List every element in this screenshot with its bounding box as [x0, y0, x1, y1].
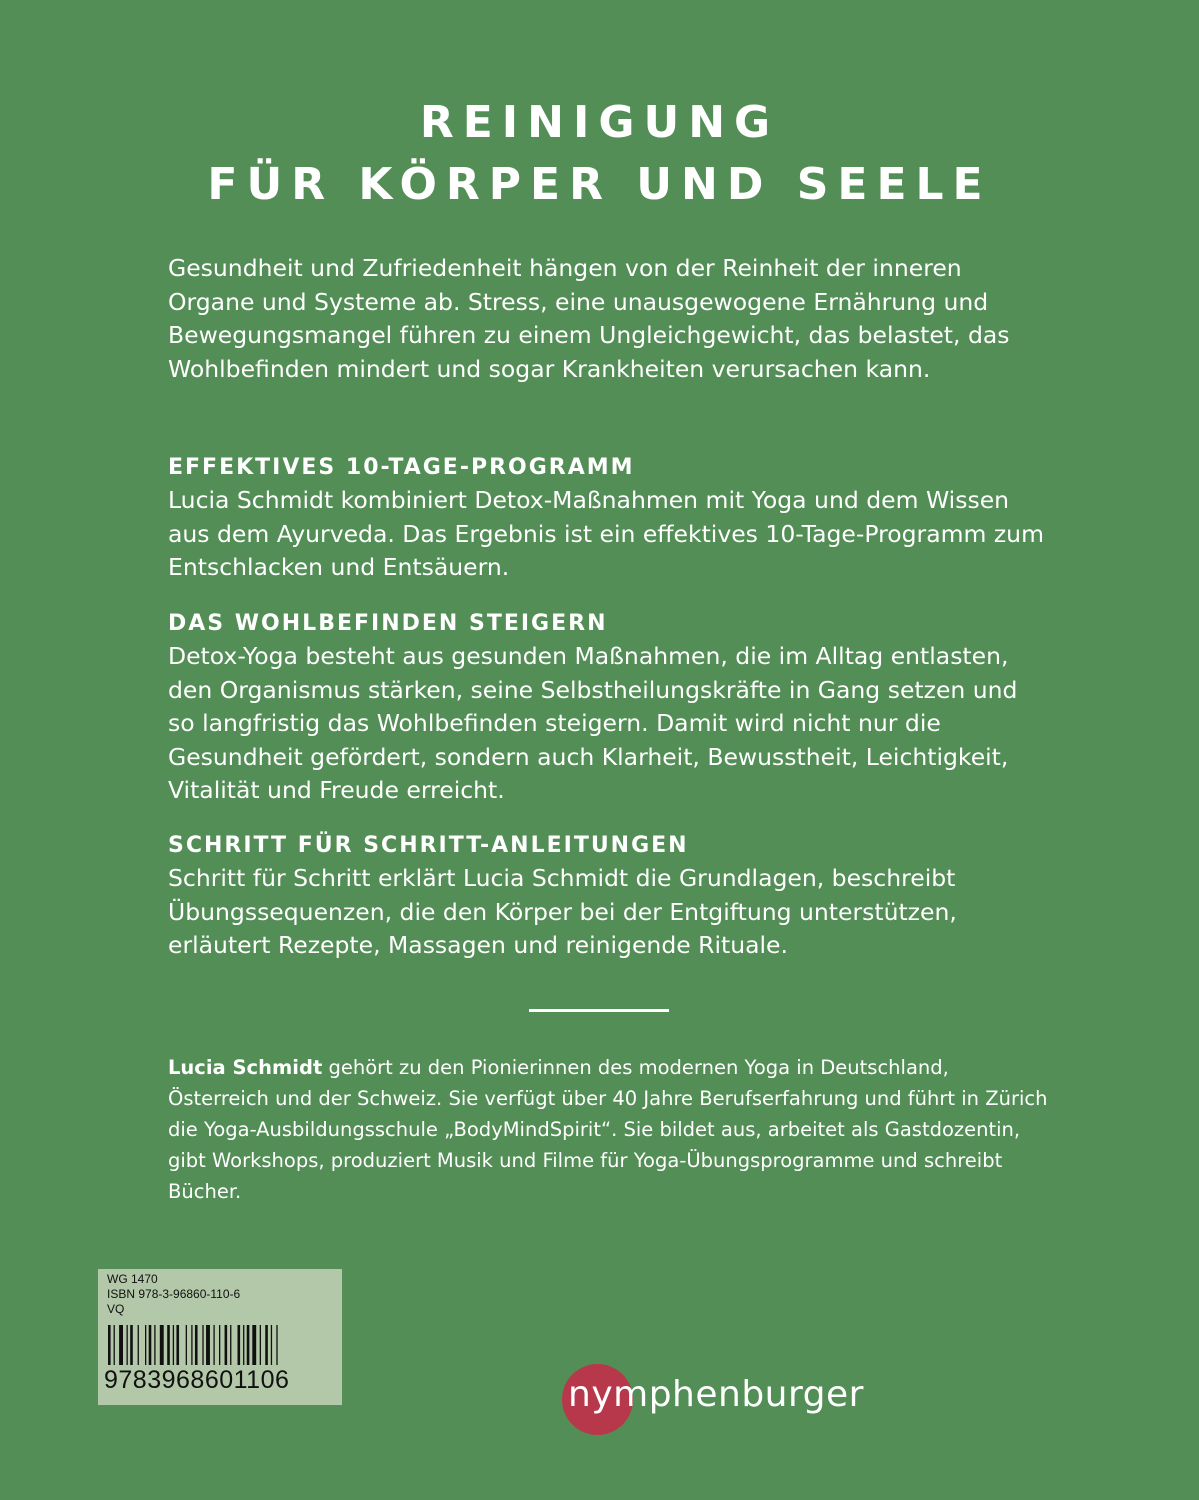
- barcode-stripe: [225, 1325, 228, 1365]
- barcode-stripe: [154, 1325, 155, 1365]
- section-heading: EFFEKTIVES 10-TAGE-PROGRAMM: [168, 455, 635, 480]
- barcode-stripe: [260, 1325, 261, 1365]
- barcode-stripe: [176, 1325, 179, 1365]
- book-title: [0, 92, 1199, 216]
- author-bio-text: gehört zu den Pionierinnen des modernen Yoga in Deutschland, Österreich und der Schweiz. Sie verfügt über 40 Jahre Berufserfahrung und führt in Zürich die Yoga-Ausbildungsschule „BodyMindSpirit“. Sie bildet aus, arbeitet als Gastdozentin, gibt Workshops, produziert Musik und Filme für Yoga-Übungsprogramme und schreibt Bücher.: [168, 1056, 1048, 1203]
- barcode-stripe: [127, 1325, 128, 1365]
- publisher-logo: [562, 1364, 862, 1434]
- author-bio: [168, 1052, 1048, 1207]
- barcode-stripe: [230, 1325, 231, 1365]
- wg-code: WG 1470: [107, 1272, 158, 1286]
- section-text: Detox-Yoga besteht aus gesunden Maßnahmen, die im Alltag entlasten, den Organismus stärken, seine Selbstheilungskräfte in Gang setzen und so langfristig das Wohlbefinden steigern. Damit wird nicht nur die Gesundheit gefördert, sondern auch Klarheit, Bewusstheit, Leichtigkeit, Vitalität und Freude erreicht.: [168, 642, 1018, 804]
- barcode-stripe: [202, 1325, 203, 1365]
- title-line-2: FÜR KÖRPER UND SEELE: [207, 159, 992, 210]
- barcode-stripe: [186, 1325, 187, 1365]
- barcode-stripe: [219, 1325, 220, 1365]
- barcode-stripe: [195, 1325, 198, 1365]
- barcode-stripe: [119, 1325, 123, 1365]
- divider: [529, 1009, 669, 1012]
- barcode-stripe: [213, 1325, 214, 1365]
- section-heading: SCHRITT FÜR SCHRITT-ANLEITUNGEN: [168, 833, 689, 858]
- section-instructions: [168, 830, 1048, 963]
- barcode-stripe: [173, 1325, 174, 1365]
- intro-paragraph: Gesundheit und Zufriedenheit hängen von der Reinheit der inneren Organe und Systeme ab. Stress, eine unausgewogene Ernährung und Bewegungsmangel führen zu einem Ungleichgewicht, das belastet, das Wohlbefinden mindert und sogar Krankheiten verursachen kann.: [168, 254, 1010, 383]
- vq-code: VQ: [107, 1302, 125, 1316]
- barcode-stripe: [276, 1325, 277, 1365]
- publisher-name: nymphenburger: [568, 1374, 864, 1415]
- barcode-stripe: [160, 1325, 164, 1365]
- barcode-stripe: [145, 1325, 146, 1365]
- section-heading: DAS WOHLBEFINDEN STEIGERN: [168, 611, 608, 636]
- barcode-stripe: [191, 1325, 192, 1365]
- author-name: Lucia Schmidt: [168, 1056, 323, 1079]
- barcode-stripe: [247, 1325, 250, 1365]
- barcode-bars: [108, 1325, 332, 1365]
- barcode-stripe: [271, 1325, 272, 1365]
- barcode-stripe: [252, 1325, 256, 1365]
- barcode-stripe: [130, 1325, 133, 1365]
- barcode-stripe: [167, 1325, 170, 1365]
- section-wellbeing: [168, 608, 1048, 808]
- barcode-digits: 9783968601106: [104, 1366, 290, 1394]
- barcode-stripe: [108, 1325, 111, 1365]
- title-line-1: REINIGUNG: [419, 97, 780, 148]
- barcode-stripe: [114, 1325, 115, 1365]
- section-program: [168, 452, 1048, 585]
- section-text: Lucia Schmidt kombiniert Detox-Maßnahmen mit Yoga und dem Wissen aus dem Ayurveda. Das Ergebnis ist ein effektives 10-Tage-Programm zum Entschlacken und Entsäuern.: [168, 486, 1044, 581]
- barcode-stripe: [206, 1325, 210, 1365]
- isbn: ISBN 978-3-96860-110-6: [107, 1287, 241, 1301]
- section-text: Schritt für Schritt erklärt Lucia Schmidt die Grundlagen, beschreibt Übungssequenzen, die den Körper bei der Entgiftung unterstützen, erläutert Rezepte, Massagen und reinigende Rituale.: [168, 864, 957, 959]
- barcode-stripe: [265, 1325, 268, 1365]
- barcode-stripe: [149, 1325, 152, 1365]
- barcode-stripe: [138, 1325, 139, 1365]
- barcode-stripe: [238, 1325, 241, 1365]
- barcode-stripe: [243, 1325, 244, 1365]
- barcode-label: [98, 1269, 342, 1405]
